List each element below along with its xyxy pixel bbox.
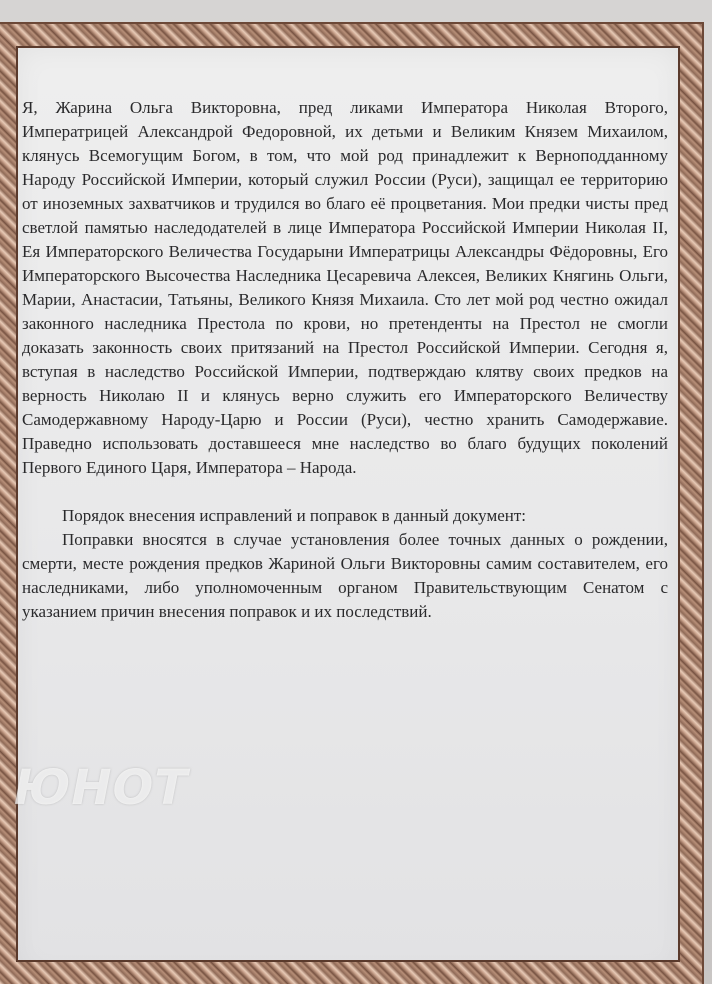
amendment-heading: Порядок внесения исправлений и поправок в данный документ: <box>62 506 527 525</box>
amendment-paragraph: Поправки вносятся в случае установления более точных данных о рождении, смерти, месте рождения предков Жариной Ольги Викторовны самим составителем, его наследниками, либо уполномоченным органом Правительствующим Сенатом с указанием причин внесения поправок и их последствий. <box>22 530 668 621</box>
oath-paragraph: Я, Жарина Ольга Викторовна, пред ликами Императора Николая Второго, Императрицей Александрой Федоровной, их детьми и Великим Князем Михаилом, клянусь Всемогущим Богом, в том, что мой род принадлежит к Верноподданному Народу Российской Империи, который служил России (Руси), защищал ее территорию от иноземных захватчиков и трудился во благо её процветания. Мои предки чисты пред светлой памятью наследодателей в лице Императора Российской Империи Николая II, Ея Императорского Величества Государыни Императрицы Александры Фёдоровны, Его Императорского Высочества Наследника Цесаревича Алексея, Великих Княгинь Ольги, Марии, Анастасии, Татьяны, Великого Князя Михаила. Сто лет мой род честно ожидал законного наследника Престола по крови, но претенденты на Престол не смогли доказать законность своих притязаний на Престол Российской Империи. Сегодня я, вступая в наследство Российской Империи, подтверждаю клятву своих предков на верность Николаю II и клянусь верно служить его Императорского Величеству Самодержавному Народу-Царю и России (Руси), честно хранить Самодержавие. Праведно использовать доставшееся мне наследство во благо будущих поколений Первого Единого Царя, Императора – Народа. <box>22 98 668 477</box>
ornamental-frame <box>0 24 702 984</box>
watermark-logo: ЮНОТ <box>14 760 189 816</box>
